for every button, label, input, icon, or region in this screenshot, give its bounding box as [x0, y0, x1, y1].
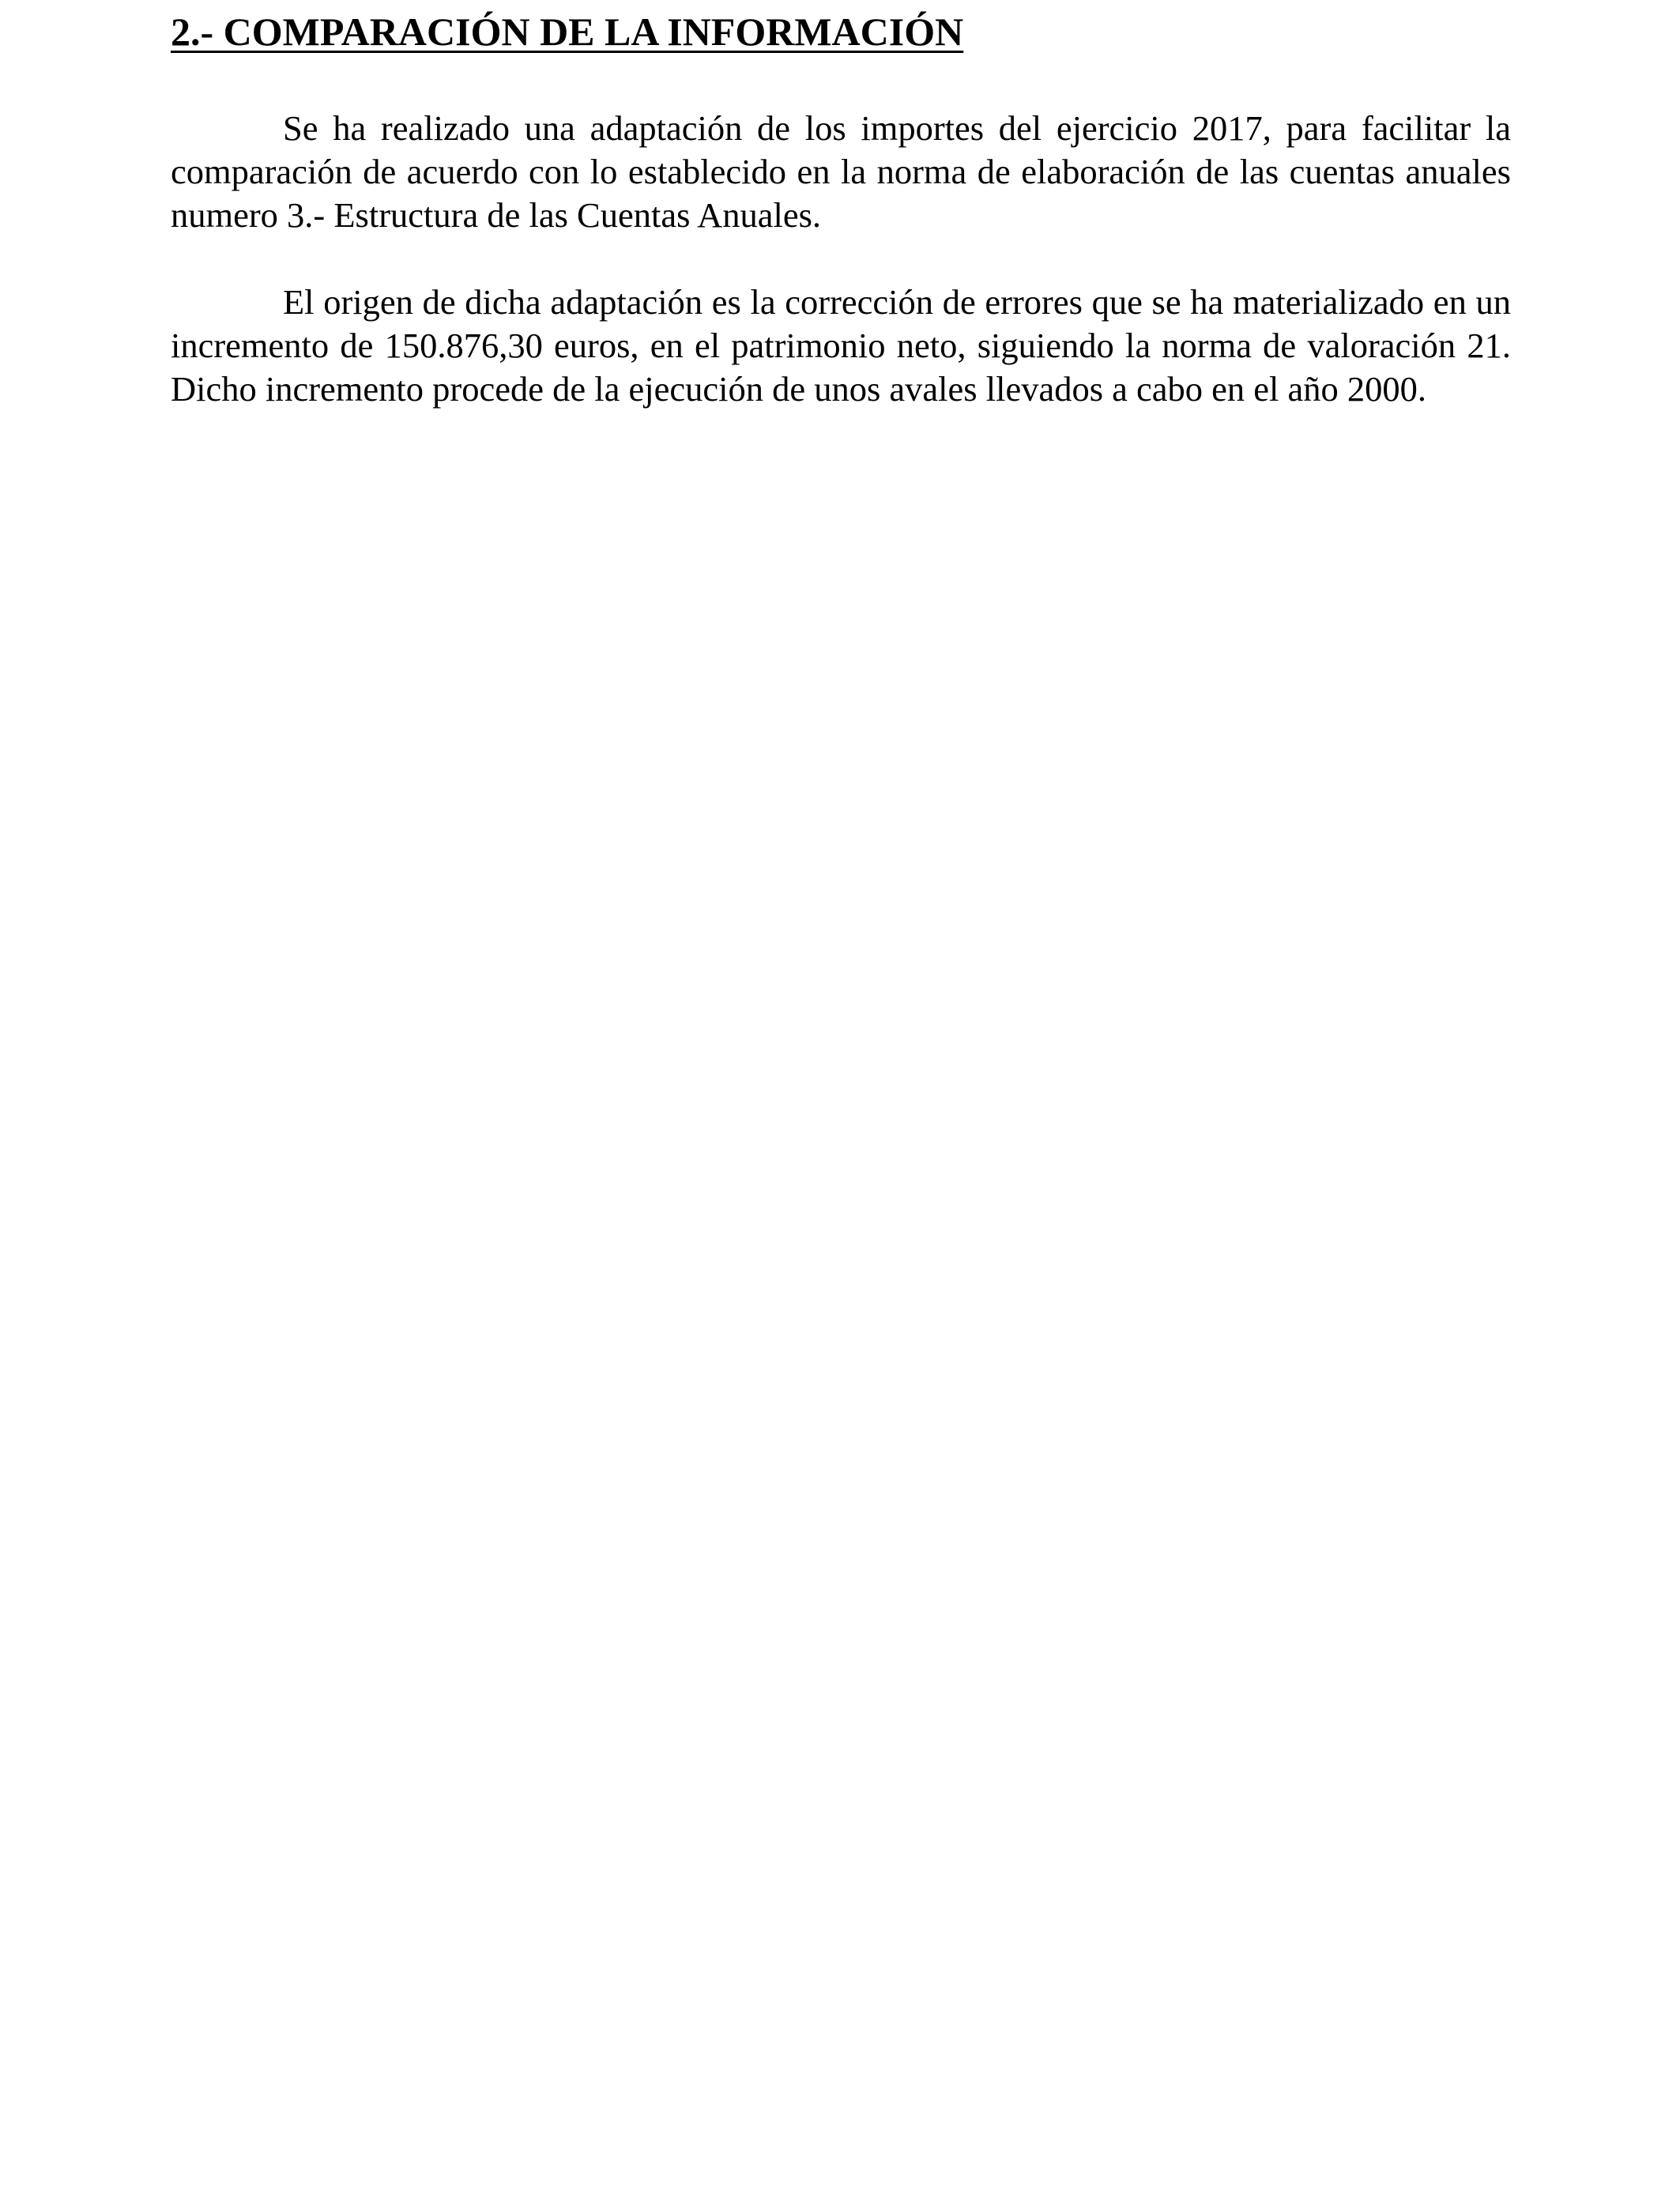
paragraph-adaptation: Se ha realizado una adaptación de los importes del ejercicio 2017, para facilitar la comparación de acuerdo con lo establecido en la norma de elaboración de las cuentas anuales numero 3.- Estructura de las Cuentas Anuales. [171, 108, 1511, 235]
paragraph-origin: El origen de dicha adaptación es la corrección de errores que se ha materializado en un incremento de 150.876,30 euros, en el patrimonio neto, siguiendo la norma de valoración 21. Dicho incremento procede de la ejecución de unos avales llevados a cabo en el año 2000. [171, 282, 1511, 409]
section-heading: 2.- COMPARACIÓN DE LA INFORMACIÓN [171, 9, 964, 54]
document-body [171, 2, 1511, 411]
